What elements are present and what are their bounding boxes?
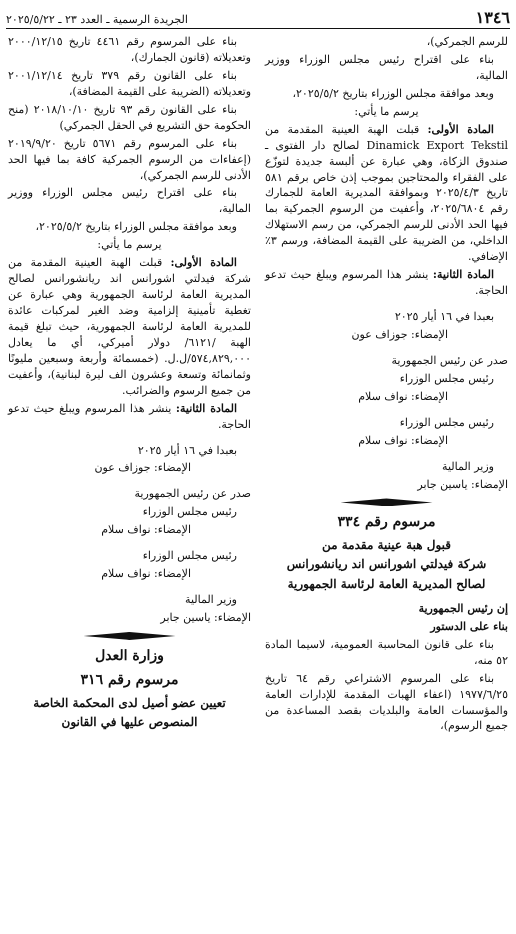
article-2 xyxy=(8,401,251,433)
paragraph: يرسم ما يأتي: xyxy=(354,104,419,118)
running-title: الجريدة الرسمية ـ العدد ٢٣ ـ ٢٠٢٥/٥/٢٢ xyxy=(6,13,188,26)
decree-title: شركة فيدلتي اشورانس اند ريانشورانس xyxy=(286,557,487,572)
decree-title: قبول هبة عينية مقدمة من xyxy=(321,537,452,552)
paragraph: بناء على القانون رقم ٣٧٩ تاريخ ٢٠٠١/١٢/١٤ وتعديلاته (الضريبة على القيمة المضافة)، xyxy=(8,68,251,98)
paragraph: بناء على اقتراح رئيس مجلس الوزراء ووزير المالية، xyxy=(265,52,508,82)
paragraph: يرسم ما يأتي: xyxy=(97,238,162,252)
page-number: ١٣٤٦ xyxy=(475,8,510,27)
president-heading: إن رئيس الجمهورية xyxy=(418,601,508,615)
article-text: قبلت الهبة العينية المقدمة من xyxy=(265,122,420,136)
constitution-line: بناء على الدستور xyxy=(430,619,508,633)
pm-title: رئيس مجلس الوزراء xyxy=(142,549,237,563)
signature: الإمضاء: جوزاف عون xyxy=(94,461,191,475)
signature: الإمضاء: نواف سلام xyxy=(358,389,448,403)
decree-number: مرسوم رقم ٣١٦ xyxy=(80,672,179,689)
paragraph: بناء على اقتراح رئيس مجلس الوزراء ووزير المالية، xyxy=(8,186,251,216)
signature: الإمضاء: جوزاف عون xyxy=(351,327,448,341)
date-line: بعبدا في ١٦ أيار ٢٠٢٥ xyxy=(394,310,494,323)
date-line: بعبدا في ١٦ أيار ٢٠٢٥ xyxy=(137,443,237,457)
article-1 xyxy=(8,255,251,398)
left-column xyxy=(6,34,253,929)
article-1 xyxy=(265,122,508,265)
page-header xyxy=(6,6,510,29)
article-label: المادة الثانية: xyxy=(432,268,494,282)
article-text: ينشر هذا المرسوم ويبلغ حيث تدعو الحاجة. xyxy=(265,268,508,298)
article-text: ينشر هذا المرسوم ويبلغ حيث تدعو الحاجة. xyxy=(8,401,251,431)
section-divider xyxy=(84,632,176,640)
pm-title: رئيس مجلس الوزراء xyxy=(399,371,494,385)
decree-number: مرسوم رقم ٣٣٤ xyxy=(337,514,436,531)
finance-title: وزير المالية xyxy=(185,593,237,607)
section-divider xyxy=(341,498,433,506)
article-label: المادة الأولى: xyxy=(427,122,494,136)
paragraph: بناء على القانون رقم ٩٣ تاريخ ٢٠١٨/١٠/١٠ (منح الحكومة حق التشريع في الحقل الجمركي) xyxy=(8,102,251,132)
article-text: قبلت الهبة العينية المقدمة من شركة فيدلتي اشورانس اند ريانشورانس لصالح المديرية العامة لرئاسة الجمهورية وهي عبارة عن تغطية تأمينية إلزامية وضد الغير لمركبات عائدة للمديرية العامة لرئاسة الجمهورية، حيث تبلغ قيمة الهبة /٦١٢١/ دولار أميركي، أي ما يعادل ٥٧٤,٨٢٩,٠٠٠/ل.ل. (خمسمائة وأربعة وسبعين مليونًا وثمانمائة وتسعة وعشرون الف ليرة لبنانية)، وأعفيت من جميع الرسوم والضرائب. xyxy=(8,256,251,397)
right-column xyxy=(263,34,510,929)
signature: الإمضاء: نواف سلام xyxy=(101,567,191,581)
article-label: المادة الأولى: xyxy=(170,256,237,270)
columns xyxy=(6,34,510,929)
company-name: Dinamick Export Tekstil xyxy=(366,138,508,152)
signature: الإمضاء: نواف سلام xyxy=(358,433,448,447)
decree-title: المنصوص عليها في القانون xyxy=(61,714,198,729)
paragraph: وبعد موافقة مجلس الوزراء بتاريخ ٢٠٢٥/٥/٢، xyxy=(292,86,494,100)
paragraph: بناء على المرسوم رقم ٥٦٧١ تاريخ ٢٠١٩/٩/٢٠ (إعفاءات من الرسوم الجمركية كافة بما فيها الحد الأدنى للرسم الجمركي)، xyxy=(8,136,251,182)
article-label: المادة الثانية: xyxy=(175,401,237,415)
paragraph: بناء على المرسوم رقم ٤٤٦١ تاريخ ٢٠٠٠/١٢/١٥ وتعديلاته (قانون الجمارك)، xyxy=(8,35,251,64)
pm-title: رئيس مجلس الوزراء xyxy=(399,415,494,429)
issued-by: صدر عن رئيس الجمهورية xyxy=(134,487,251,501)
signature: الإمضاء: نواف سلام xyxy=(101,523,191,537)
pm-title: رئيس مجلس الوزراء xyxy=(142,505,237,519)
finance-title: وزير المالية xyxy=(442,459,494,473)
article-2 xyxy=(265,267,508,299)
issued-by: صدر عن رئيس الجمهورية xyxy=(391,353,508,367)
paragraph: بناء على قانون المحاسبة العمومية، لاسيما المادة ٥٢ منه، xyxy=(265,637,508,667)
signature: الإمضاء: ياسين جابر xyxy=(160,611,251,624)
paragraph: للرسم الجمركي)، xyxy=(426,35,508,48)
decree-title: تعيين عضو أصيل لدى المحكمة الخاصة xyxy=(33,695,226,710)
paragraph: بناء على المرسوم الاشتراعي رقم ٦٤ تاريخ ١٩٧٧/٦/٢٥ (اعفاء الهبات المقدمة للإدارات العامة والمؤسسات العامة والبلديات بقصد المساعدة من جميع الرسوم)، xyxy=(265,671,508,733)
signature: الإمضاء: ياسين جابر xyxy=(417,477,508,491)
article-text: لصالح دار الفتوى ـ صندوق الزكاة، وهي عبارة عن ألبسة جديدة لتوزّع على الفقراء والمحتاجين بموجب إذن خاص برقم ٥٨١ تاريخ ٢٠٢٥/٤/٣ وبموافقة المديرية العامة للجمارك رقم ٢٠٢٥/٦٨٠٤، وأعفيت من الرسوم الجمركية بما فيها الحد الأدنى للرسم الجمركي، من رسم الاستهلاك الداخلي، من الضريبة على القيمة المضافة، ورسم ٣٪ الإضافي. xyxy=(265,138,509,264)
paragraph: وبعد موافقة مجلس الوزراء بتاريخ ٢٠٢٥/٥/٢، xyxy=(35,220,237,234)
ministry-heading: وزارة العدل xyxy=(95,647,164,664)
decree-title: لصالح المديرية العامة لرئاسة الجمهورية xyxy=(287,576,486,591)
